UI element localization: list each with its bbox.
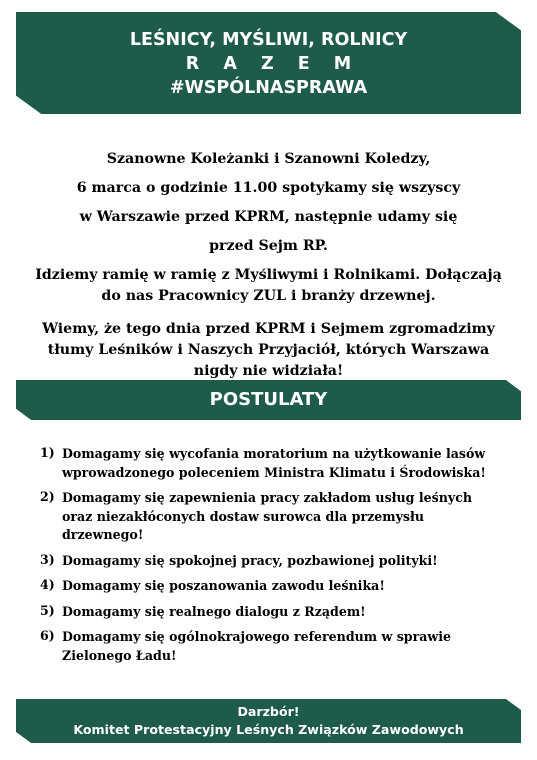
demand-line: Domagamy się spokojnej pracy, pozbawionej polityki!: [62, 552, 438, 568]
demand-line: drzewnego!: [62, 527, 144, 542]
header-line-3: #WSPÓLNASPRAWA: [169, 78, 368, 98]
footer-line-1: Darzbór!: [237, 704, 300, 719]
intro-line: 6 marca o godzinie 11.00 spotykamy się wszyscy: [76, 180, 461, 196]
demand-text: [62, 603, 510, 622]
demand-line: wprowadzonego poleceniem Ministra Klimatu i Środowiska!: [62, 464, 486, 480]
postulaty-title: POSTULATY: [209, 389, 328, 410]
intro-paragraph-1: [6, 145, 531, 261]
footer-line-2: Komitet Protestacyjny Leśnych Związków Zawodowych: [73, 722, 464, 737]
intro-paragraph-2: [6, 265, 531, 307]
demand-line: oraz niezakłóconych dostaw surowca dla przemysłu: [62, 508, 425, 524]
footer-signature: [16, 703, 521, 739]
list-item: [40, 489, 510, 545]
demand-number: 1): [40, 445, 55, 460]
list-item: [40, 552, 510, 571]
demand-number: 4): [40, 577, 55, 592]
list-item: [40, 628, 510, 665]
demand-number: 5): [40, 602, 55, 618]
intro-section: [6, 145, 531, 382]
list-item: [40, 603, 510, 622]
list-item: [40, 577, 510, 596]
demand-text: [62, 489, 510, 545]
demand-line: Zielonego Ładu!: [62, 647, 177, 663]
list-item: [40, 445, 510, 482]
intro-line: w Warszawie przed KPRM, następnie udamy się: [79, 209, 458, 225]
demand-text: [62, 552, 510, 571]
header-line-2: R A Z E M: [185, 54, 361, 74]
intro-line: Idziemy ramię w ramię z Myśliwymi i Rolnikami. Dołączają: [35, 267, 502, 283]
demand-line: Domagamy się ogólnokrajowego referendum w sprawie: [62, 629, 452, 644]
intro-line: do nas Pracownicy ZUL i branży drzewnej.: [101, 288, 436, 304]
demand-line: Domagamy się wycofania moratorium na użytkowanie lasów: [62, 446, 486, 461]
intro-paragraph-3: [6, 319, 531, 382]
demand-number: 3): [40, 551, 55, 567]
intro-line: nigdy nie widziała!: [193, 363, 344, 379]
demand-line: Domagamy się zapewnienia pracy zakładom usług leśnych: [62, 490, 473, 505]
demand-line: Domagamy się poszanowania zawodu leśnika!: [62, 578, 385, 593]
demand-text: [62, 445, 510, 482]
demand-line: Domagamy się realnego dialogu z Rządem!: [62, 603, 366, 619]
demand-text: [62, 577, 510, 596]
header-title: [16, 28, 521, 100]
demand-number: 2): [40, 489, 55, 504]
demand-number: 6): [40, 628, 55, 643]
intro-line: Szanowne Koleżanki i Szanowni Koledzy,: [106, 151, 431, 167]
intro-line: tłumy Leśników i Naszych Przyjaciół, których Warszawa: [47, 342, 490, 358]
header-line-1: LEŚNICY, MYŚLIWI, ROLNICY: [129, 30, 408, 50]
demand-text: [62, 628, 510, 665]
demands-list: [40, 445, 510, 672]
intro-line: Wiemy, że tego dnia przed KPRM i Sejmem zgromadzimy: [42, 321, 495, 337]
intro-line: przed Sejm RP.: [209, 238, 328, 254]
